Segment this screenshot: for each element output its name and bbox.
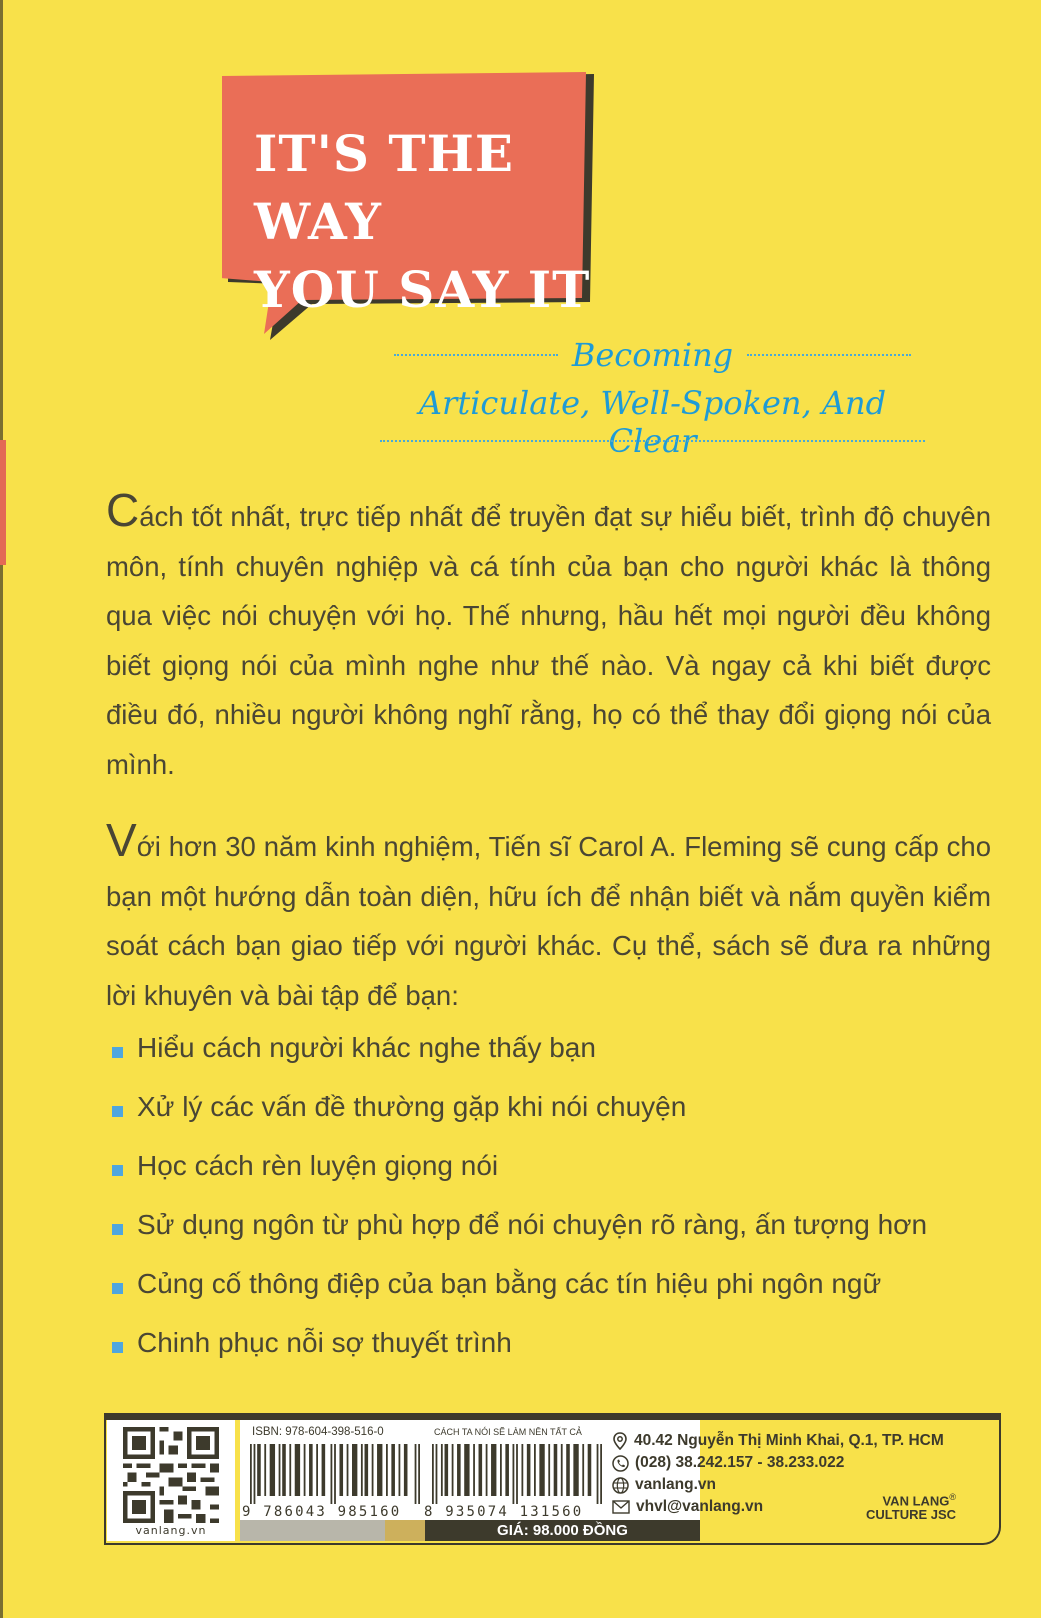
list-item-text: Củng cố thông điệp của bạn bằng các tín hiệu phi ngôn ngữ xyxy=(137,1268,882,1299)
book-title-line2: YOU SAY IT xyxy=(254,260,591,319)
globe-icon xyxy=(612,1477,629,1494)
website-text[interactable]: vanlang.vn xyxy=(635,1476,716,1493)
drop-cap: V xyxy=(106,814,137,866)
publisher-logo xyxy=(866,1490,956,1522)
envelope-icon xyxy=(612,1500,630,1514)
title-speech-bubble xyxy=(222,72,612,352)
address-row xyxy=(612,1430,944,1452)
list-item xyxy=(112,1209,1012,1268)
qr-caption: vanlang.vn xyxy=(135,1524,207,1537)
price-strip xyxy=(240,1520,700,1541)
isbn-label: ISBN: 978-604-398-516-0 xyxy=(252,1426,384,1438)
square-bullet-icon xyxy=(112,1165,123,1176)
qr-code-panel xyxy=(107,1420,235,1541)
dotted-divider-right xyxy=(747,354,911,356)
product-barcode-digits: 8 935074 131560 xyxy=(424,1504,584,1520)
square-bullet-icon xyxy=(112,1224,123,1235)
book-title-line1: IT'S THE WAY xyxy=(254,124,514,251)
list-item xyxy=(112,1268,1012,1327)
book-code-label: CÁCH TA NÓI SẼ LÀM NÊN TẤT CẢ xyxy=(434,1427,582,1437)
phone-row xyxy=(612,1452,944,1474)
subtitle-becoming: Becoming xyxy=(571,336,734,374)
book-title xyxy=(254,120,594,324)
paragraph-text: ới hơn 30 năm kinh nghiệm, Tiến sĩ Carol A. Fleming sẽ cung cấp cho bạn một hướng dẫn toàn diện, hữu ích để nhận biết và nắm quyền kiểm soát cách bạn giao tiếp với người khác. Cụ thể, sách sẽ đưa ra những lời khuyên và bài tập để bạn: xyxy=(106,831,991,1011)
square-bullet-icon xyxy=(112,1106,123,1117)
price-strip-gold xyxy=(385,1520,425,1541)
dotted-divider-bottom xyxy=(380,440,925,442)
spine-accent-stripe xyxy=(0,440,6,565)
list-item-text: Hiểu cách người khác nghe thấy bạn xyxy=(137,1032,596,1063)
list-item-text: Sử dụng ngôn từ phù hợp để nói chuyện rõ ràng, ấn tượng hơn xyxy=(137,1209,928,1240)
list-item xyxy=(112,1327,1012,1386)
registered-mark: ® xyxy=(949,1492,957,1502)
address-text: 40.42 Nguyễn Thị Minh Khai, Q.1, TP. HCM xyxy=(634,1432,944,1449)
price-label: GIÁ: 98.000 ĐỒNG xyxy=(425,1520,700,1541)
subtitle-row-2 xyxy=(380,384,925,460)
spine-edge xyxy=(0,0,3,1618)
list-item-text: Xử lý các vấn đề thường gặp khi nói chuyện xyxy=(137,1091,687,1122)
drop-cap: C xyxy=(106,484,140,536)
square-bullet-icon xyxy=(112,1342,123,1353)
description-paragraph-1 xyxy=(106,484,991,789)
subtitle-row-1 xyxy=(380,333,925,377)
price-strip-grey xyxy=(240,1520,385,1541)
phone-icon xyxy=(612,1455,629,1472)
phone-text: (028) 38.242.157 - 38.233.022 xyxy=(635,1454,845,1471)
email-text[interactable]: vhvl@vanlang.vn xyxy=(636,1498,764,1515)
publisher-name: VAN LANG xyxy=(882,1493,950,1509)
list-item-text: Chinh phục nỗi sợ thuyết trình xyxy=(137,1327,512,1358)
list-item-text: Học cách rèn luyện giọng nói xyxy=(137,1150,499,1181)
dotted-divider-left xyxy=(394,354,558,356)
list-item xyxy=(112,1150,1012,1209)
square-bullet-icon xyxy=(112,1047,123,1058)
product-barcode-icon xyxy=(432,1444,602,1504)
square-bullet-icon xyxy=(112,1283,123,1294)
isbn-barcode-digits: 9 786043 985160 xyxy=(242,1504,402,1520)
paragraph-text: ách tốt nhất, trực tiếp nhất để truyền đạt sự hiểu biết, trình độ chuyên môn, tính chuyên nghiệp và cá tính của bạn cho người khác là thông qua việc nói chuyện với họ. Thế nhưng, hầu hết mọi người đều không biết giọng nói của mình nghe như thế nào. Và ngay cả khi biết được điều đó, nhiều người không nghĩ rằng, họ có thể thay đổi giọng nói của mình. xyxy=(106,501,991,780)
list-item xyxy=(112,1091,1012,1150)
benefits-list xyxy=(112,1032,1012,1386)
qr-code-icon xyxy=(119,1427,223,1523)
list-item xyxy=(112,1032,1012,1091)
subtitle-tagline: Articulate, Well-Spoken, And Clear xyxy=(418,384,887,460)
publisher-subtitle: CULTURE JSC xyxy=(866,1507,957,1523)
description-paragraph-2 xyxy=(106,814,991,1020)
isbn-barcode-icon xyxy=(250,1444,420,1504)
location-pin-icon xyxy=(612,1432,628,1450)
